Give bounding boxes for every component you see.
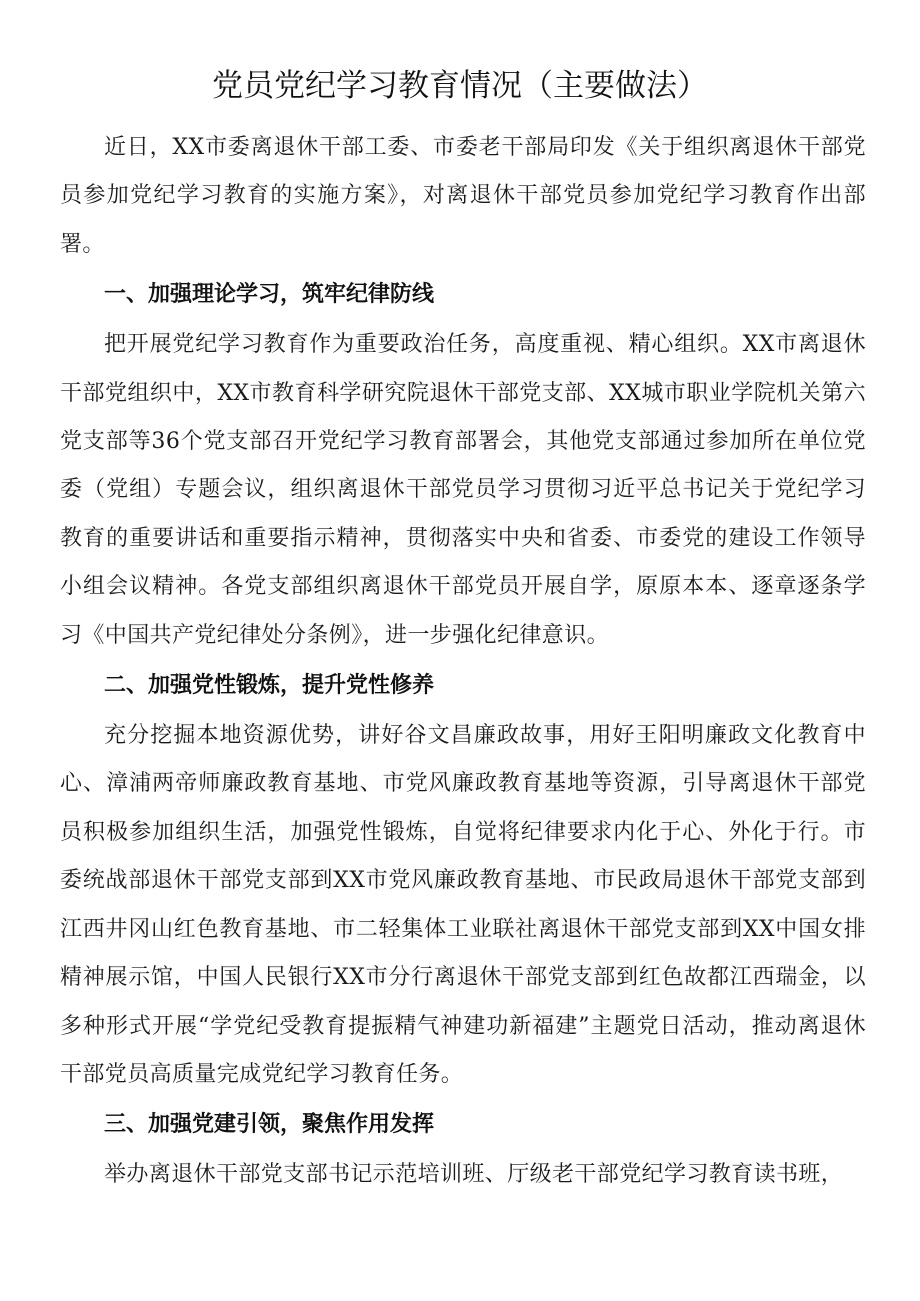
document-body (60, 124, 866, 1200)
section-3 (60, 1099, 866, 1199)
section-1 (60, 269, 866, 660)
document-title: 党员党纪学习教育情况（主要做法） (212, 68, 708, 104)
section-paragraph: 把开展党纪学习教育作为重要政治任务，高度重视、精心组织。XX市离退休干部党组织中，XX市教育科学研究院退休干部党支部、XX城市职业学院机关第六党支部等36个党支部召开党纪学习教育部署会，其他党支部通过参加所在单位党委（党组）专题会议，组织离退休干部党员学习贯彻习近平总书记关于党纪学习教育的重要讲话和重要指示精神，贯彻落实中央和省委、市委党的建设工作领导小组会议精神。各党支部组织离退休干部党员开展自学，原原本本、逐章逐条学习《中国共产党纪律处分条例》，进一步强化纪律意识。 (60, 332, 866, 648)
section-heading: 二、加强党性锻炼，提升党性修养 (104, 673, 435, 699)
section-paragraph: 充分挖掘本地资源优势，讲好谷文昌廉政故事，用好王阳明廉政文化教育中心、漳浦两帝师廉政教育基地、市党风廉政教育基地等资源，引导离退休干部党员积极参加组织生活，加强党性锻炼，自觉将纪律要求内化于心、外化于行。市委统战部退休干部党支部到XX市党风廉政教育基地、市民政局退休干部党支部到江西井冈山红色教育基地、市二轻集体工业联社离退休干部党支部到XX中国女排精神展示馆，中国人民银行XX市分行离退休干部党支部到红色故都江西瑞金，以多种形式开展“学党纪受教育提振精气神建功新福建”主题党日活动，推动离退休干部党员高质量完成党纪学习教育任务。 (60, 723, 866, 1087)
section-heading: 三、加强党建引领，聚焦作用发挥 (104, 1112, 435, 1138)
section-paragraph: 举办离退休干部党支部书记示范培训班、厅级老干部党纪学习教育读书班， (104, 1162, 844, 1188)
section-2 (60, 660, 866, 1099)
intro-paragraph: 近日，XX市委离退休干部工委、市委老干部局印发《关于组织离退休干部党员参加党纪学习教育的实施方案》，对离退休干部党员参加党纪学习教育作出部署。 (60, 135, 866, 257)
section-heading: 一、加强理论学习，筑牢纪律防线 (104, 282, 435, 308)
